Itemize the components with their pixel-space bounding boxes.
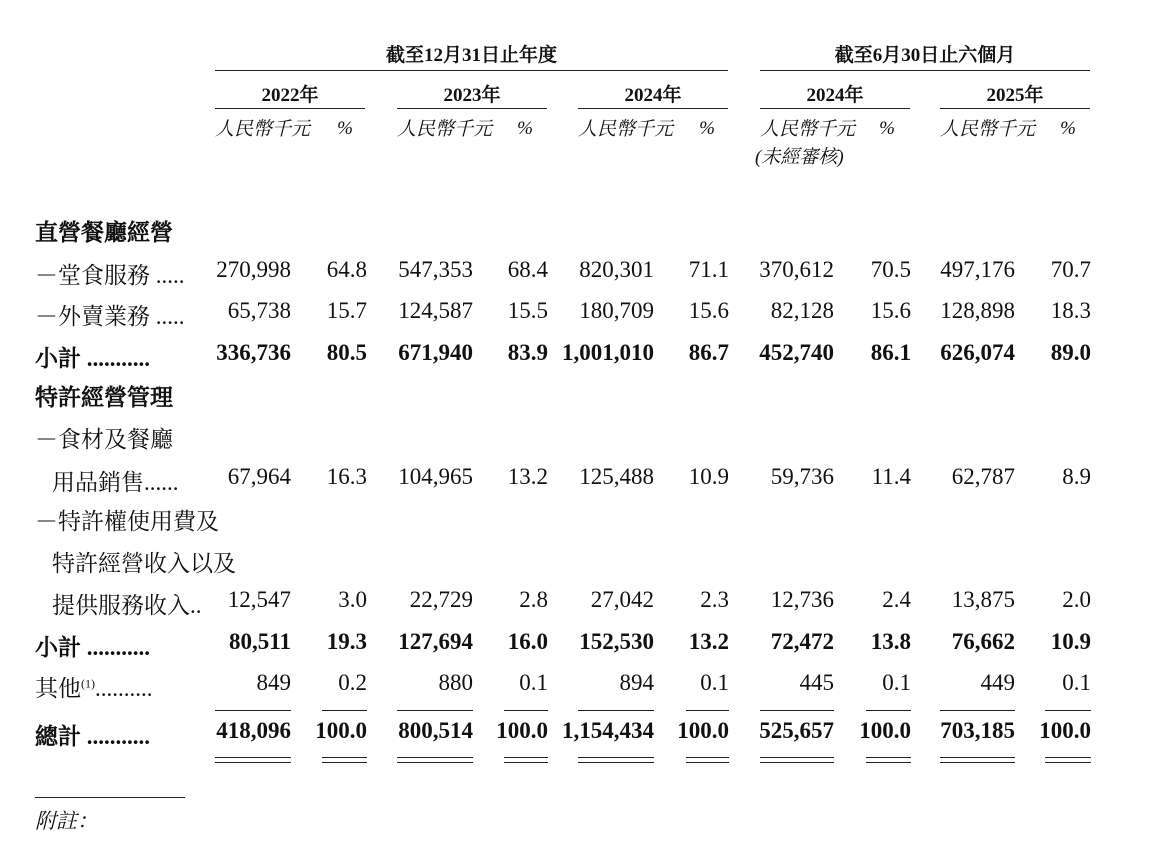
value-percent: 11.4 (871, 464, 911, 489)
year-rule (215, 108, 365, 109)
value-amount: 703,185 (940, 718, 1015, 743)
year-2024: 2024年 (624, 85, 682, 106)
value-amount: 65,738 (227, 298, 291, 323)
value-amount: 418,096 (216, 718, 291, 743)
row-label-royalty-3: 提供服務收入.. (52, 593, 202, 618)
pct-header: % (1060, 118, 1076, 139)
value-amount: 152,530 (579, 629, 654, 654)
value-amount: 22,729 (409, 587, 473, 612)
value-amount: 547,353 (398, 257, 473, 282)
value-percent: 2.3 (700, 587, 729, 612)
row-label-royalty-2: 特許經營收入以及 (52, 551, 236, 576)
year-2023: 2023年 (443, 85, 501, 106)
value-amount: 336,736 (216, 340, 291, 365)
rule-above-total (504, 710, 548, 711)
value-amount: 880 (438, 670, 473, 695)
total-double-underline (940, 762, 1015, 763)
rule-above-total (215, 710, 291, 711)
total-double-underline (322, 757, 367, 758)
row-label-royalty-1: －特許權使用費及 (35, 509, 219, 534)
value-percent: 0.2 (338, 670, 367, 695)
value-percent: 100.0 (859, 718, 911, 743)
value-amount: 270,998 (216, 257, 291, 282)
value-amount: 62,787 (951, 464, 1015, 489)
total-double-underline (504, 762, 548, 763)
notes-rule (35, 797, 185, 798)
value-amount: 12,547 (227, 587, 291, 612)
row-label-food-sales-1: －食材及餐廳 (35, 427, 173, 452)
year-rule (397, 108, 547, 109)
value-amount: 1,001,010 (562, 340, 654, 365)
value-amount: 125,488 (579, 464, 654, 489)
value-percent: 80.5 (326, 340, 367, 365)
value-percent: 13.8 (870, 629, 911, 654)
value-percent: 2.4 (882, 587, 911, 612)
value-percent: 15.6 (688, 298, 729, 323)
unaudited-note: (未經審核) (755, 147, 844, 168)
total-double-underline (215, 757, 291, 758)
rule-above-total (1045, 710, 1091, 711)
value-percent: 19.3 (326, 629, 367, 654)
total-double-underline (760, 762, 834, 763)
total-double-underline (215, 762, 291, 763)
value-percent: 86.7 (688, 340, 729, 365)
total-double-underline (760, 757, 834, 758)
total-double-underline (1045, 762, 1091, 763)
value-percent: 100.0 (677, 718, 729, 743)
value-amount: 82,128 (770, 298, 834, 323)
value-percent: 13.2 (507, 464, 548, 489)
value-percent: 0.1 (1062, 670, 1091, 695)
header-group-rule (760, 70, 1090, 71)
total-double-underline (866, 757, 911, 758)
total-double-underline (397, 762, 473, 763)
value-amount: 27,042 (590, 587, 654, 612)
unit-header: 人民幣千元 (215, 119, 311, 140)
value-amount: 626,074 (940, 340, 1015, 365)
value-amount: 525,657 (759, 718, 834, 743)
value-amount: 128,898 (940, 298, 1015, 323)
row-label-total: 總計 ........... (35, 724, 150, 749)
value-percent: 0.1 (700, 670, 729, 695)
year-2022: 2022年 (261, 85, 319, 106)
value-percent: 16.3 (326, 464, 367, 489)
value-percent: 15.7 (326, 298, 367, 323)
value-amount: 800,514 (398, 718, 473, 743)
value-amount: 452,740 (759, 340, 834, 365)
year-2024-half: 2024年 (806, 85, 864, 106)
value-amount: 180,709 (579, 298, 654, 323)
value-percent: 2.0 (1062, 587, 1091, 612)
value-percent: 89.0 (1050, 340, 1091, 365)
value-amount: 76,662 (951, 629, 1015, 654)
row-label-others (35, 670, 153, 703)
section-direct-operations: 直營餐廳經營 (35, 220, 173, 245)
value-percent: 18.3 (1050, 298, 1091, 323)
pct-header: % (517, 118, 533, 139)
value-amount: 497,176 (940, 257, 1015, 282)
rule-above-total (940, 710, 1015, 711)
value-amount: 104,965 (398, 464, 473, 489)
total-double-underline (322, 762, 367, 763)
value-percent: 10.9 (1050, 629, 1091, 654)
value-percent: 10.9 (688, 464, 729, 489)
total-double-underline (578, 757, 654, 758)
value-amount: 1,154,434 (562, 718, 654, 743)
value-percent: 15.6 (870, 298, 911, 323)
total-double-underline (578, 762, 654, 763)
row-label-dine-in: －堂食服務 ..... (35, 263, 185, 288)
value-amount: 849 (256, 670, 291, 695)
rule-above-total (578, 710, 654, 711)
value-amount: 12,736 (770, 587, 834, 612)
year-rule (578, 108, 728, 109)
value-percent: 100.0 (1039, 718, 1091, 743)
value-percent: 100.0 (315, 718, 367, 743)
total-double-underline (686, 757, 729, 758)
total-double-underline (397, 757, 473, 758)
rule-above-total (322, 710, 367, 711)
header-group-six-months: 截至6月30日止六個月 (834, 45, 1016, 66)
rule-above-total (397, 710, 473, 711)
header-group-rule (215, 70, 728, 71)
total-double-underline (940, 757, 1015, 758)
notes-label: 附註： (35, 809, 98, 833)
total-double-underline (866, 762, 911, 763)
unit-header: 人民幣千元 (578, 119, 674, 140)
value-percent: 83.9 (507, 340, 548, 365)
row-label-subtotal: 小計 ........... (35, 635, 150, 660)
value-amount: 449 (980, 670, 1015, 695)
unit-header: 人民幣千元 (397, 119, 493, 140)
rule-above-total (686, 710, 729, 711)
pct-header: % (699, 118, 715, 139)
value-percent: 100.0 (496, 718, 548, 743)
value-amount: 894 (619, 670, 654, 695)
value-amount: 67,964 (227, 464, 291, 489)
value-percent: 15.5 (507, 298, 548, 323)
pct-header: % (337, 118, 353, 139)
value-amount: 13,875 (951, 587, 1015, 612)
value-amount: 127,694 (398, 629, 473, 654)
rule-above-total (866, 710, 911, 711)
total-double-underline (1045, 757, 1091, 758)
value-percent: 86.1 (870, 340, 911, 365)
row-label-food-sales-2: 用品銷售...... (52, 470, 179, 495)
unit-header: 人民幣千元 (940, 119, 1036, 140)
section-franchise-management: 特許經營管理 (35, 385, 173, 410)
total-double-underline (686, 762, 729, 763)
value-percent: 0.1 (882, 670, 911, 695)
value-amount: 820,301 (579, 257, 654, 282)
value-amount: 370,612 (759, 257, 834, 282)
value-amount: 80,511 (229, 629, 291, 654)
year-rule (760, 108, 910, 109)
value-amount: 59,736 (770, 464, 834, 489)
value-percent: 0.1 (519, 670, 548, 695)
leader-dots: .......... (95, 676, 153, 701)
value-percent: 8.9 (1062, 464, 1091, 489)
value-percent: 71.1 (688, 257, 729, 282)
year-2025-half: 2025年 (986, 85, 1044, 106)
rule-above-total (760, 710, 834, 711)
row-label-delivery: －外賣業務 ..... (35, 304, 185, 329)
value-percent: 2.8 (519, 587, 548, 612)
row-label-subtotal: 小計 ........... (35, 346, 150, 371)
footnote-ref: (1) (81, 676, 95, 691)
value-percent: 70.5 (870, 257, 911, 282)
value-percent: 13.2 (688, 629, 729, 654)
unit-header: 人民幣千元 (760, 119, 856, 140)
value-percent: 64.8 (326, 257, 367, 282)
value-amount: 124,587 (398, 298, 473, 323)
value-percent: 70.7 (1050, 257, 1091, 282)
total-double-underline (504, 757, 548, 758)
value-amount: 72,472 (770, 629, 834, 654)
value-amount: 671,940 (398, 340, 473, 365)
value-percent: 3.0 (338, 587, 367, 612)
header-group-full-years: 截至12月31日止年度 (385, 45, 557, 66)
others-label: 其他 (35, 676, 81, 701)
value-percent: 16.0 (507, 629, 548, 654)
pct-header: % (879, 118, 895, 139)
year-rule (940, 108, 1090, 109)
value-percent: 68.4 (507, 257, 548, 282)
value-amount: 445 (799, 670, 834, 695)
